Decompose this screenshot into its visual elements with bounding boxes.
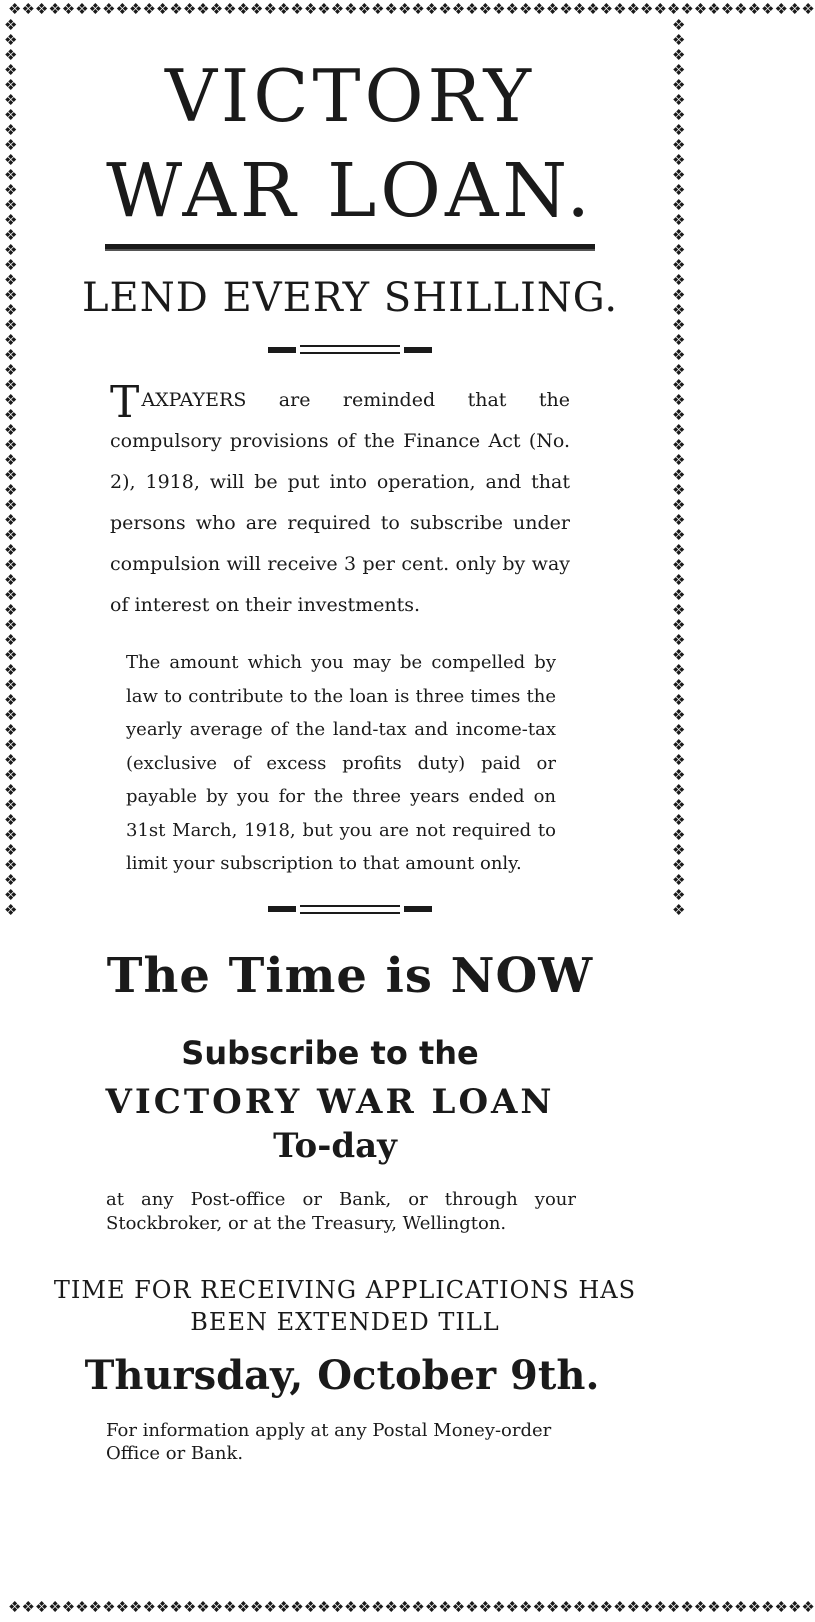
- victory-war-loan-line: VICTORY WAR LOAN: [105, 1081, 555, 1122]
- left-ornamental-border: ❖❖❖❖❖❖❖❖❖❖❖❖❖❖❖❖❖❖❖❖❖❖❖❖❖❖❖❖❖❖❖❖❖❖❖❖❖❖❖❖❖❖❖❖❖❖❖❖❖❖❖❖❖❖❖❖❖❖❖❖: [4, 16, 18, 919]
- deadline-date: Thursday, October 9th.: [84, 1351, 600, 1399]
- title-underline: [105, 244, 595, 251]
- taxpayers-paragraph: [110, 377, 570, 626]
- today-line: To-day: [273, 1125, 397, 1166]
- drop-cap: T: [110, 377, 140, 428]
- amount-paragraph: The amount which you may be compelled by law to contribute to the loan is three times the yearly average of the land-tax and income-tax (exclusive of excess profits duty) paid or payable by you for the three years ended on 31st March, 1918, but you are not required to limit your subscription to that amount only.: [126, 652, 556, 874]
- bottom-ornamental-border: ❖❖❖❖❖❖❖❖❖❖❖❖❖❖❖❖❖❖❖❖❖❖❖❖❖❖❖❖❖❖❖❖❖❖❖❖❖❖❖❖❖❖❖❖❖❖❖❖❖❖❖❖❖❖❖❖❖❖❖❖: [8, 1598, 815, 1616]
- extension-line-1: TIME FOR RECEIVING APPLICATIONS HAS: [53, 1275, 637, 1304]
- information-note: For information apply at any Postal Money-order Office or Bank.: [106, 1419, 552, 1464]
- right-ornamental-border: ❖❖❖❖❖❖❖❖❖❖❖❖❖❖❖❖❖❖❖❖❖❖❖❖❖❖❖❖❖❖❖❖❖❖❖❖❖❖❖❖❖❖❖❖❖❖❖❖❖❖❖❖❖❖❖❖❖❖❖❖: [672, 16, 686, 919]
- taxpayers-text: AXPAYERS are reminded that the compulsory provisions of the Finance Act (No. 2), 1918, will be put into operation, and that persons who are required to subscribe under compulsion will receive 3 per cent. only by way of interest on their investments.: [110, 389, 570, 616]
- extension-notice: [30, 1274, 660, 1338]
- title-war-loan: WAR LOAN.: [106, 148, 594, 234]
- top-ornamental-border: ❖❖❖❖❖❖❖❖❖❖❖❖❖❖❖❖❖❖❖❖❖❖❖❖❖❖❖❖❖❖❖❖❖❖❖❖❖❖❖❖❖❖❖❖❖❖❖❖❖❖❖❖❖❖❖❖❖❖❖❖: [8, 0, 815, 18]
- where-to-subscribe: at any Post-office or Bank, or through your Stockbroker, or at the Treasury, Wellington.: [106, 1188, 576, 1234]
- section-divider-2: [40, 905, 660, 914]
- title-victory: VICTORY: [164, 54, 536, 138]
- advertisement-content: [40, 40, 660, 1465]
- section-divider: [40, 345, 660, 354]
- slogan-heading: LEND EVERY SHILLING.: [81, 275, 619, 321]
- subscribe-line: Subscribe to the: [181, 1033, 479, 1072]
- time-is-now-headline: The Time is NOW: [106, 947, 594, 1004]
- extension-line-2: BEEN EXTENDED TILL: [190, 1307, 500, 1336]
